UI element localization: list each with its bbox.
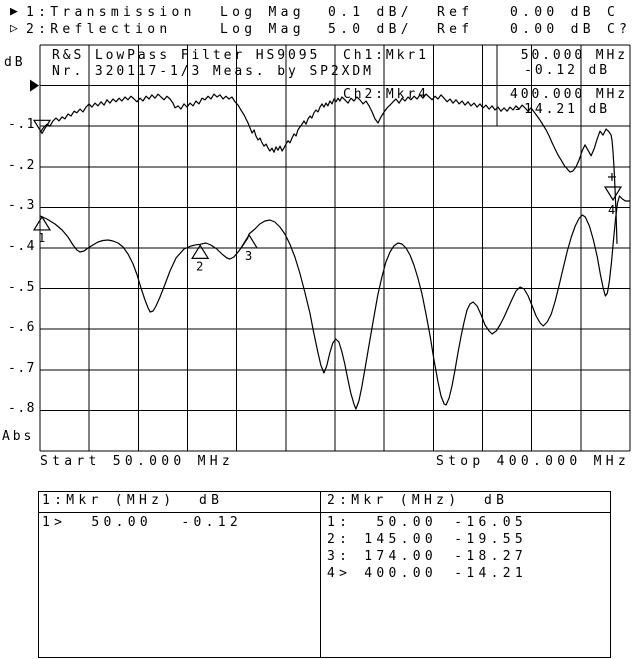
plot-serial-line: Nr. 320117-1/3 Meas. by SP2XDM <box>52 64 374 79</box>
marker-1-trace1-icon <box>34 120 50 133</box>
trace1-ref-label: Ref <box>437 5 474 20</box>
marker-row-level: -19.55 <box>454 532 527 547</box>
marker-2-label: 2 <box>196 259 204 274</box>
y-tick-label: -.5 <box>8 279 36 295</box>
ch2-marker-label: Ch2:Mkr4 <box>343 87 429 102</box>
trace1-format: Log Mag <box>220 5 305 20</box>
marker-3-label: 3 <box>245 248 253 263</box>
marker-row-flag: 1> <box>42 515 67 530</box>
trace1-active-icon: ▶ <box>10 4 18 19</box>
marker-row-level: -14.21 <box>454 566 527 581</box>
trace1-name: 1:Transmission <box>26 5 196 20</box>
marker-row-level: -18.27 <box>454 549 527 564</box>
trace1-ref-value: 0.00 dB <box>510 5 595 20</box>
ch1-marker-freq: 50.000 MHz <box>520 48 628 63</box>
ch2-marker-level: -14.21 dB <box>513 102 610 117</box>
y-axis-unit-label: dB <box>4 55 26 70</box>
ch2-marker-freq: 400.000 MHz <box>510 87 628 102</box>
y-tick-label: -.4 <box>8 239 36 254</box>
marker-row-flag: 1: <box>327 515 352 530</box>
y-tick-label: -.6 <box>8 320 36 336</box>
marker-4-label: 4 <box>608 202 616 217</box>
marker-row-flag: 4> <box>327 566 352 581</box>
marker-row-flag: 2: <box>327 532 352 547</box>
trace2-inactive-icon: ▷ <box>10 21 18 36</box>
marker-row-level: -0.12 <box>181 515 242 530</box>
y-tick-label: -.1 <box>8 117 36 133</box>
marker-row-freq: 400.00 <box>364 566 437 581</box>
trace2-name: 2:Reflection <box>26 22 172 37</box>
marker-tables-divider <box>320 491 321 657</box>
y-axis-abs-label: Abs <box>2 429 35 444</box>
trace1-cal-flag: C <box>607 5 620 20</box>
trace2-ref-label: Ref <box>437 22 474 37</box>
trace1-scale: 0.1 dB/ <box>328 5 413 20</box>
plot-title: R&S LowPass Filter HS9095 <box>52 48 321 63</box>
y-tick-label: -.8 <box>8 401 36 417</box>
marker-2-trace2-icon <box>192 245 208 258</box>
marker-1-label: 1 <box>38 230 46 245</box>
ch1-marker-level: -0.12 dB <box>524 63 610 78</box>
marker-row-freq: 50.00 <box>376 515 437 530</box>
marker-row-flag: 3: <box>327 549 352 564</box>
trace2-cal-flag: C? <box>607 22 632 37</box>
y-tick-label: -.2 <box>8 157 36 173</box>
marker-table2-unit: dB <box>484 493 509 508</box>
sweep-start-label: Start 50.000 MHz <box>40 454 235 469</box>
marker-table2-title: 2:Mkr (MHz) <box>327 493 461 508</box>
marker-row-level: -16.05 <box>454 515 527 530</box>
marker-3-trace2-icon <box>241 235 257 248</box>
marker-row-freq: 174.00 <box>364 549 437 564</box>
marker-tables-header-rule <box>38 512 610 513</box>
marker-table1-unit: dB <box>199 493 224 508</box>
ref-level-arrow-icon <box>30 80 39 92</box>
marker-table1-title: 1:Mkr (MHz) <box>42 493 176 508</box>
marker-row-freq: 145.00 <box>364 532 437 547</box>
y-tick-label: -.7 <box>8 360 36 376</box>
ch1-marker-label: Ch1:Mkr1 <box>343 48 429 63</box>
trace2-ref-value: 0.00 dB <box>510 22 595 37</box>
marker-row-freq: 50.00 <box>91 515 152 530</box>
y-tick-label: -.3 <box>8 198 36 214</box>
trace2-format: Log Mag <box>220 22 305 37</box>
sweep-stop-label: Stop 400.000 MHz <box>435 454 630 469</box>
trace2-scale: 5.0 dB/ <box>328 22 413 37</box>
